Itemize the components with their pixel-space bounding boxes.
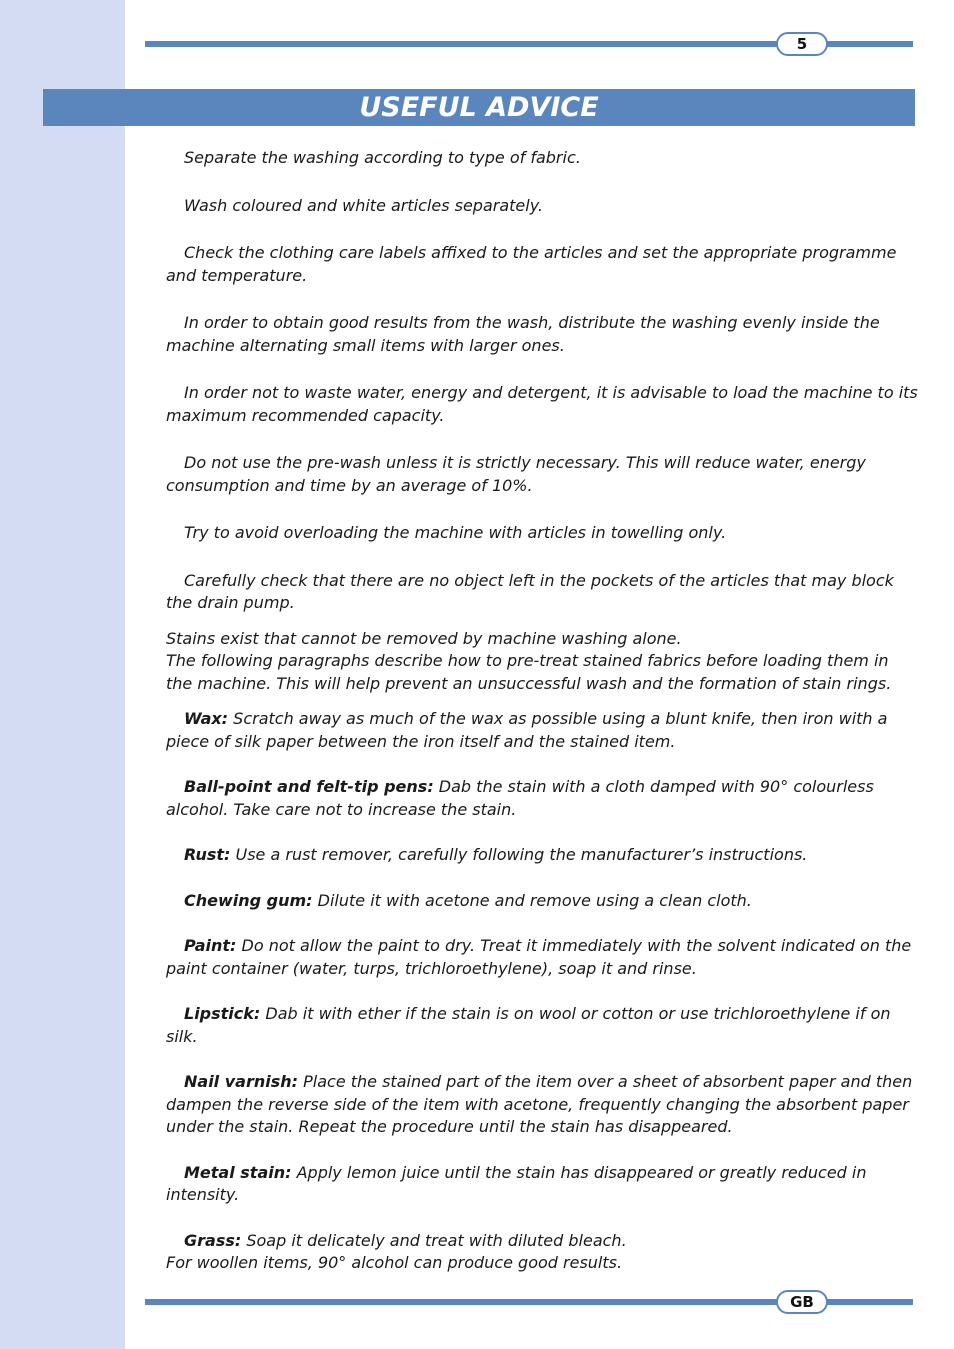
stain-text: Dab the stain with a cloth damped with 90° colourless alcohol. Take care not to increase the stain.: [166, 777, 874, 819]
stain-term: Ball-point and felt-tip pens:: [184, 777, 434, 796]
stain-term: Wax:: [184, 709, 229, 728]
stain-text: Place the stained part of the item over a sheet of absorbent paper and then dampen the reverse side of the item with acetone, frequently changing the absorbent paper under the stain. Repeat the procedure until the stain has disappeared.: [166, 1072, 913, 1136]
stain-text: Use a rust remover, carefully following the manufacturer’s instructions.: [230, 845, 808, 864]
stain-term: Chewing gum:: [184, 890, 313, 910]
advice-item: Try to avoid overloading the machine with articles in towelling only.: [184, 523, 727, 542]
language-badge: GB: [776, 1290, 828, 1314]
stain-text: Dilute it with acetone and remove using a clean cloth.: [312, 890, 752, 910]
stain-entry: [166, 1071, 918, 1139]
stain-entry: [166, 708, 918, 753]
advice-item: Separate the washing according to type of fabric.: [184, 148, 581, 167]
advice-item: Wash coloured and white articles separately.: [184, 195, 544, 215]
advice-item: In order to obtain good results from the wash, distribute the washing evenly inside the machine alternating small items with larger ones.: [166, 313, 880, 355]
stain-text: Soap it delicately and treat with diluted bleach.: [241, 1230, 627, 1250]
stain-entry: [166, 776, 918, 821]
stains-intro-paragraph: The following paragraphs describe how to pre-treat stained fabrics before loading them in the machine. This will help prevent an unsuccessful wash and the formation of stain rings.: [166, 651, 892, 693]
advice-item: Do not use the pre-wash unless it is strictly necessary. This will reduce water, energy consumption and time by an average of 10%.: [166, 453, 866, 495]
closing-note: For woollen items, 90° alcohol can produce good results.: [166, 1253, 623, 1272]
stains-intro-line: Stains exist that cannot be removed by machine washing alone.: [166, 628, 682, 648]
stain-term: Nail varnish:: [184, 1072, 299, 1091]
stain-entry: [166, 1003, 918, 1048]
stain-entry: [166, 1162, 918, 1207]
stain-entry: [166, 1230, 918, 1253]
title-bar: [43, 89, 915, 126]
stain-term: Grass:: [184, 1230, 242, 1250]
advice-item: Carefully check that there are no object left in the pockets of the articles that may block the drain pump.: [166, 570, 894, 612]
stain-text: Dab it with ether if the stain is on wool or cotton or use trichloroethylene if on silk.: [166, 1004, 891, 1046]
stain-term: Lipstick:: [184, 1004, 261, 1023]
page-number-badge: 5: [776, 32, 828, 56]
stain-term: Paint:: [184, 936, 237, 955]
page-content: [166, 147, 918, 1275]
stain-text: Do not allow the paint to dry. Treat it immediately with the solvent indicated on the paint container (water, turps, trichloroethylene), soap it and rinse.: [166, 936, 912, 978]
page-title: USEFUL ADVICE: [359, 92, 599, 123]
stain-text: Scratch away as much of the wax as possible using a blunt knife, then iron with a piece of silk paper between the iron itself and the stained item.: [166, 709, 888, 751]
stain-entry: [166, 935, 918, 980]
advice-item: In order not to waste water, energy and detergent, it is advisable to load the machine to its maximum recommended capacity.: [166, 383, 918, 425]
advice-item: Check the clothing care labels affixed to the articles and set the appropriate programme and temperature.: [166, 243, 897, 285]
stain-term: Rust:: [184, 845, 231, 864]
stain-term: Metal stain:: [184, 1162, 292, 1182]
side-band: [0, 0, 125, 1349]
stain-text: Apply lemon juice until the stain has disappeared or greatly reduced in intensity.: [166, 1162, 867, 1204]
stain-entry: [166, 844, 918, 867]
stain-entry: [166, 890, 918, 913]
